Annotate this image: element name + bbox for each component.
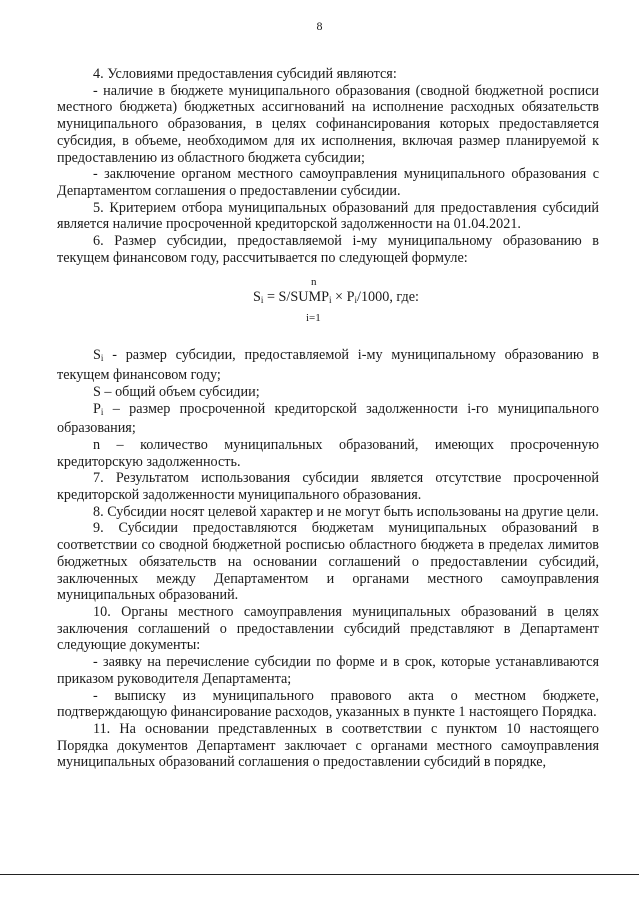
formula-mult-sub: i	[354, 295, 358, 306]
subsidy-formula	[57, 274, 599, 336]
definition-si-sub: i	[100, 353, 104, 364]
document-body	[57, 66, 599, 771]
item-9: 9. Субсидии предоставляются бюджетам муниципальных образований в соответствии со сводной бюджетной росписью областного бюджета в пределах лимитов бюджетных обязательств на основании соглашений о предоставлении субсидий, заключенных между Департаментом и органами местного самоуправления муниципальных образований.	[57, 520, 599, 604]
definition-si	[57, 347, 599, 383]
definition-n: n – количество муниципальных образований, имеющих просроченную кредиторскую задолженность.	[57, 436, 599, 470]
item-10: 10. Органы местного самоуправления муниципальных образований в целях заключения соглашений о предоставлении субсидий представляют в Департамент следующие документы:	[57, 603, 599, 654]
definition-pi-text: – размер просроченной кредиторской задолженности i-го муниципального образования;	[57, 400, 599, 437]
item-8: 8. Субсидии носят целевой характер и не могут быть использованы на другие цели.	[93, 503, 599, 520]
scan-bottom-edge	[0, 874, 639, 875]
formula-sum-sub: i	[328, 295, 332, 306]
item-10-bullet-1: - заявку на перечисление субсидии по форме и в срок, которые устанавливаются приказом руководителя Департамента;	[57, 654, 599, 687]
formula-lower-limit: i=1	[306, 312, 321, 325]
formula-lhs-sub: i	[260, 295, 264, 306]
definition-pi-symbol: P	[93, 400, 101, 417]
formula-tail: /1000, где:	[357, 289, 419, 306]
item-7: 7. Результатом использования субсидии является отсутствие просроченной кредиторской задолженности муниципального образования.	[57, 470, 599, 504]
definition-s: S – общий объем субсидии;	[93, 383, 260, 400]
item-4-bullet-2: - заключение органом местного самоуправления муниципального образования с Департаментом соглашения о предоставлении субсидии.	[57, 166, 599, 199]
definition-pi-sub: i	[100, 406, 104, 417]
item-4-title: 4. Условиями предоставления субсидий являются:	[93, 66, 397, 82]
formula-lhs: S	[253, 289, 261, 306]
formula-upper-limit: n	[311, 276, 317, 289]
item-5: 5. Критерием отбора муниципальных образований для предоставления субсидий является наличие просроченной кредиторской задолженности на 01.04.2021.	[57, 199, 599, 233]
item-4-bullet-1: - наличие в бюджете муниципального образования (сводной бюджетной росписи местного бюджета) бюджетных ассигнований на исполнение расходных обязательств муниципального образования, в целях софинансирования которых предоставляется субсидия, в объеме, необходимом для их исполнения, включая размер планируемой к предоставлению из областного бюджета субсидии;	[57, 82, 599, 166]
item-11: 11. На основании представленных в соответствии с пунктом 10 настоящего Порядка документов Департамент заключает с органами местного самоуправления муниципальных образований соглашения о предоставлении субсидий в порядке,	[57, 720, 599, 771]
formula-expression	[253, 289, 419, 309]
definition-si-symbol: S	[93, 347, 101, 364]
page-number: 8	[316, 19, 323, 33]
definition-si-text: - размер субсидии, предоставляемой i-му муниципальному образованию в текущем финансовом году;	[57, 347, 599, 384]
definition-pi	[57, 401, 599, 437]
item-6: 6. Размер субсидии, предоставляемой i-му муниципальному образованию в текущем финансовом году, рассчитывается по следующей формуле:	[57, 233, 599, 266]
formula-eq: = S/SUMP	[263, 289, 329, 306]
formula-mult: × P	[331, 289, 355, 306]
item-10-bullet-2: - выписку из муниципального правового акта о местном бюджете, подтверждающую финансирование расходов, указанных в пункте 1 настоящего Порядка.	[57, 687, 599, 721]
